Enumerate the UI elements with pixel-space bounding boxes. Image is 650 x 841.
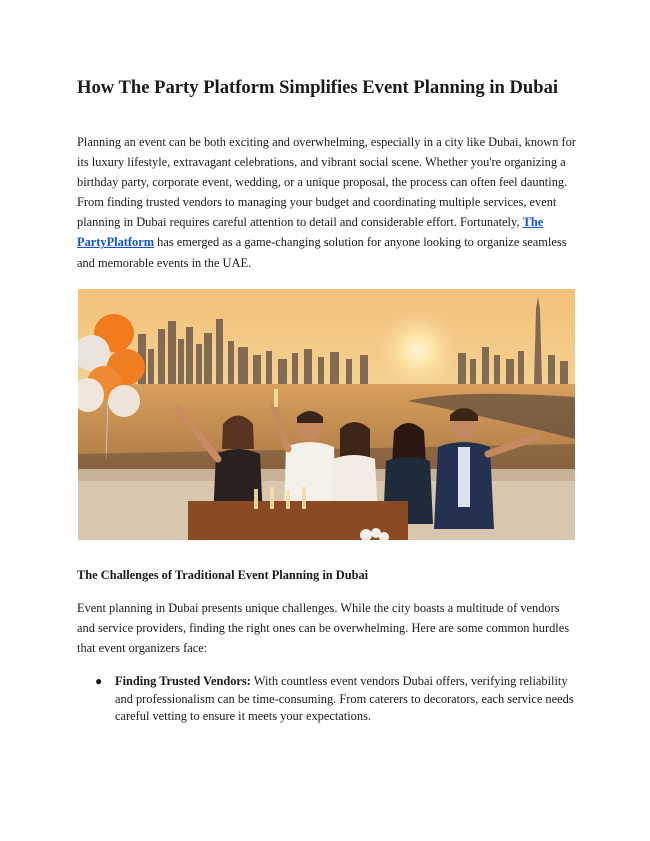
challenges-list xyxy=(77,673,577,726)
hero-image xyxy=(78,289,575,540)
section-paragraph: Event planning in Dubai presents unique challenges. While the city boasts a multitude of vendors and service providers, finding the right ones can be overwhelming. Here are some common hurdles that event organizers face: xyxy=(77,601,570,656)
intro-paragraph xyxy=(77,132,577,273)
yacht-party-photo xyxy=(78,289,575,540)
bullet-icon: ● xyxy=(95,674,103,688)
intro-text-before-link: Planning an event can be both exciting and overwhelming, especially in a city like Dubai, known for its luxury lifestyle, extravagant celebrations, and vibrant social scene. Whether you're organizing a birthday party, corporate event, wedding, or a unique proposal, the process can often feel daunting. From finding trusted vendors to managing your budget and coordinating multiple services, event planning in Dubai requires careful attention to detail and considerable effort. Fortunately, xyxy=(77,135,576,230)
list-item xyxy=(77,673,577,726)
bullet-text: With countless event vendors Dubai offers, verifying reliability and professionalism can be time-consuming. From caterers to decorators, each service needs careful vetting to ensure it meets your expectations. xyxy=(115,674,574,724)
party-platform-link[interactable]: The PartyPlatform xyxy=(77,215,544,250)
section-heading: The Challenges of Traditional Event Planning in Dubai xyxy=(77,568,369,582)
sun xyxy=(378,311,458,391)
article-title: How The Party Platform Simplifies Event Planning in Dubai xyxy=(77,77,559,98)
intro-text-after-link: has emerged as a game-changing solution for anyone looking to organize seamless and memorable events in the UAE. xyxy=(77,235,567,270)
bullet-label: Finding Trusted Vendors: xyxy=(115,674,251,688)
